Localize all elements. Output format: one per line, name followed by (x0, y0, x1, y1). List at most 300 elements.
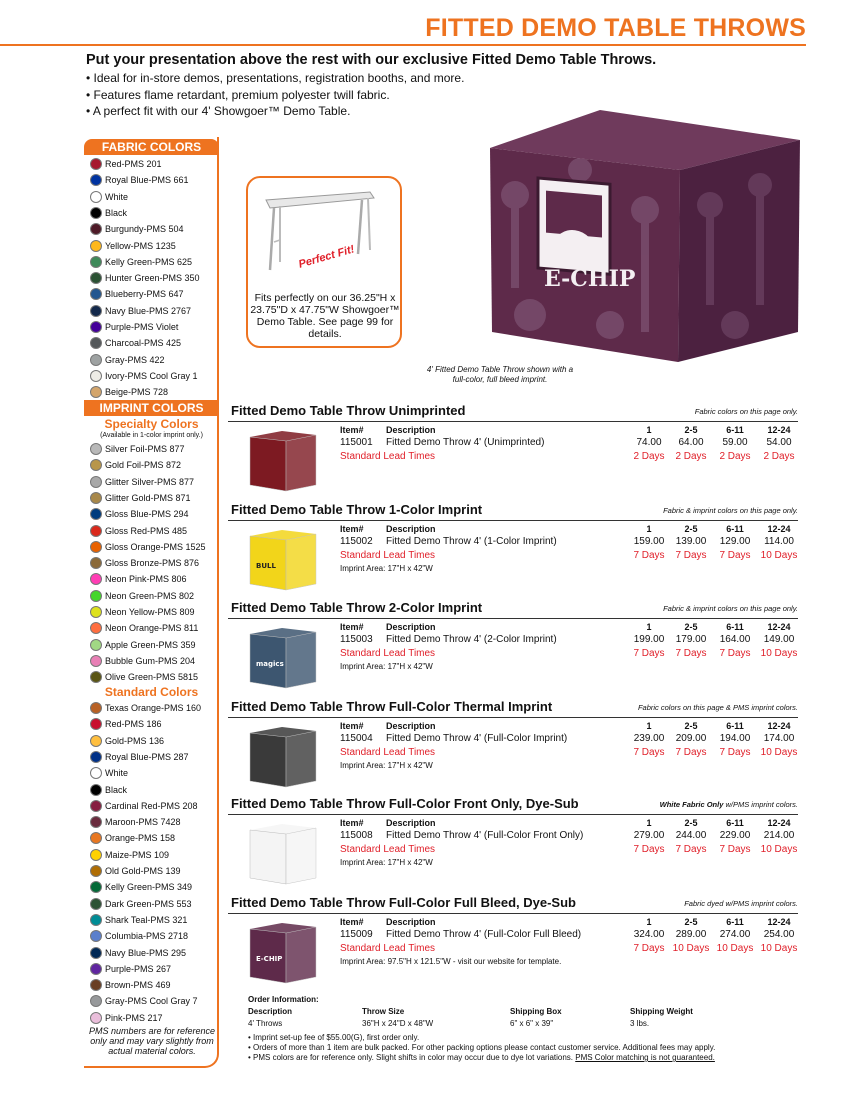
color-name: Gold-PMS 136 (105, 735, 165, 746)
color-swatch-row (90, 653, 195, 669)
color-name: Purple-PMS 267 (105, 963, 172, 974)
color-name: Neon Green-PMS 802 (105, 590, 195, 601)
color-name: Gloss Blue-PMS 294 (105, 509, 189, 520)
color-name: Royal Blue-PMS 661 (105, 175, 189, 186)
section-note: Fabric dyed w/PMS imprint colors. (684, 899, 798, 908)
color-dot-icon (90, 784, 102, 796)
col-header-qty: 6-11 (726, 425, 744, 435)
color-swatch-row (90, 205, 127, 221)
item-description: Fitted Demo Throw 4' (Unimprinted) (386, 437, 545, 448)
page-title: FITTED DEMO TABLE THROWS (425, 14, 806, 42)
color-swatch-row (90, 637, 196, 653)
lead-time-cell: 2 Days (633, 451, 665, 462)
color-name: Columbia-PMS 2718 (105, 931, 189, 942)
color-swatch-row (90, 620, 198, 636)
product-thumbnail-image (246, 822, 318, 886)
section-note: Fabric colors on this page only. (694, 407, 798, 416)
section-rule (228, 814, 798, 815)
color-dot-icon (90, 655, 102, 667)
color-dot-icon (90, 573, 102, 585)
lead-time-cell: 7 Days (633, 844, 665, 855)
price-cell: 54.00 (766, 437, 792, 448)
lead-time-label: Standard Lead Times (340, 747, 436, 758)
color-swatch-row (90, 172, 189, 188)
color-name: Gold Foil-PMS 872 (105, 460, 182, 471)
col-header-description: Description (386, 917, 436, 927)
color-dot-icon (90, 321, 102, 333)
col-header-qty: 2-5 (684, 622, 698, 632)
lead-time-cell: 2 Days (719, 451, 751, 462)
lead-time-cell: 7 Days (633, 943, 665, 954)
price-cell: 179.00 (675, 634, 707, 645)
col-header-qty: 1 (646, 917, 652, 927)
color-swatch-row (90, 555, 199, 571)
col-header-description: Description (386, 425, 436, 435)
color-swatch-row (90, 539, 206, 555)
price-cell: 174.00 (763, 733, 795, 744)
section-title: Fitted Demo Table Throw Full-Color Full Bleed, Dye-Sub (231, 895, 576, 910)
hero-logo-text: E-CHIP (544, 266, 636, 292)
color-name: Gloss Bronze-PMS 876 (105, 558, 200, 569)
color-swatch-row (90, 733, 164, 749)
bullet-3: • A perfect fit with our 4' Showgoer™ Demo Table. (86, 103, 464, 120)
lead-time-cell: 7 Days (675, 648, 707, 659)
headline: Put your presentation above the rest with our exclusive Fitted Demo Table Throws. (86, 52, 657, 68)
price-cell: 289.00 (675, 929, 707, 940)
color-swatch-row (90, 474, 194, 490)
color-dot-icon (90, 476, 102, 488)
item-number: 115001 (340, 437, 373, 448)
price-cell: 139.00 (675, 536, 707, 547)
lead-time-label: Standard Lead Times (340, 451, 436, 462)
color-name: Glitter Silver-PMS 877 (105, 476, 195, 487)
color-swatch-row (90, 286, 184, 302)
color-name: Glitter Gold-PMS 871 (105, 492, 191, 503)
order-heading: Order Information: (248, 995, 319, 1004)
color-dot-icon (90, 240, 102, 252)
price-cell: 199.00 (633, 634, 665, 645)
color-dot-icon (90, 881, 102, 893)
color-name: Charcoal-PMS 425 (105, 338, 182, 349)
color-name: Red-PMS 186 (105, 719, 162, 730)
section-title: Fitted Demo Table Throw 2-Color Imprint (231, 600, 483, 615)
color-dot-icon (90, 158, 102, 170)
section-title: Fitted Demo Table Throw 1-Color Imprint (231, 502, 483, 517)
order-header-description: Description (248, 1007, 293, 1016)
col-header-qty: 12-24 (767, 524, 791, 534)
color-dot-icon (90, 541, 102, 553)
color-dot-icon (90, 191, 102, 203)
col-header-item: Item# (340, 524, 364, 534)
specialty-colors-heading: Specialty Colors (104, 417, 199, 431)
col-header-qty: 2-5 (684, 524, 698, 534)
color-dot-icon (90, 370, 102, 382)
lead-time-label: Standard Lead Times (340, 844, 436, 855)
color-swatch-row (90, 863, 181, 879)
col-header-description: Description (386, 524, 436, 534)
item-number: 115009 (340, 929, 373, 940)
color-name: Gloss Orange-PMS 1525 (105, 541, 206, 552)
col-header-qty: 12-24 (767, 818, 791, 828)
color-dot-icon (90, 849, 102, 861)
order-notes (248, 1033, 715, 1063)
col-header-qty: 6-11 (726, 818, 744, 828)
color-dot-icon (90, 735, 102, 747)
color-name: Ivory-PMS Cool Gray 1 (105, 370, 198, 381)
imprint-area: Imprint Area: 17"H x 42"W (340, 761, 433, 770)
color-swatch-row (90, 506, 189, 522)
price-cell: 229.00 (719, 830, 751, 841)
col-header-item: Item# (340, 917, 364, 927)
price-cell: 324.00 (633, 929, 665, 940)
order-header-shipping-weight: Shipping Weight (630, 1007, 693, 1016)
lead-time-cell: 10 Days (760, 747, 798, 758)
col-header-item: Item# (340, 622, 364, 632)
color-name: Cardinal Red-PMS 208 (105, 800, 198, 811)
section-rule (228, 717, 798, 718)
color-name: Bubble Gum-PMS 204 (105, 655, 196, 666)
color-dot-icon (90, 963, 102, 975)
color-swatch-row (90, 700, 201, 716)
col-header-qty: 6-11 (726, 917, 744, 927)
col-header-qty: 1 (646, 818, 652, 828)
lead-time-cell: 10 Days (672, 943, 710, 954)
color-dot-icon (90, 590, 102, 602)
color-dot-icon (90, 751, 102, 763)
color-dot-icon (90, 272, 102, 284)
color-dot-icon (90, 995, 102, 1007)
hero-throw-image (470, 100, 805, 370)
lead-time-cell: 2 Days (763, 451, 795, 462)
lead-time-cell: 2 Days (675, 451, 707, 462)
order-note-3: • PMS colors are for reference only. Slight shifts in color may occur due to dye lot variations. PMS Color matching is not guaranteed. (248, 1053, 715, 1062)
color-name: Gray-PMS Cool Gray 7 (105, 996, 198, 1007)
color-dot-icon (90, 525, 102, 537)
color-swatch-row (90, 749, 189, 765)
color-swatch-row (90, 254, 192, 270)
color-dot-icon (90, 223, 102, 235)
lead-time-cell: 7 Days (675, 550, 707, 561)
color-dot-icon (90, 979, 102, 991)
col-header-qty: 2-5 (684, 425, 698, 435)
col-header-item: Item# (340, 818, 364, 828)
item-number: 115003 (340, 634, 373, 645)
color-name: Beige-PMS 728 (105, 387, 169, 398)
imprint-area: Imprint Area: 17"H x 42"W (340, 662, 433, 671)
product-thumbnail-image (246, 528, 318, 592)
item-number: 115004 (340, 733, 373, 744)
section-note: Fabric & imprint colors on this page only. (663, 506, 798, 515)
price-cell: 244.00 (675, 830, 707, 841)
color-swatch-row (90, 571, 187, 587)
color-name: Yellow-PMS 1235 (105, 240, 176, 251)
color-dot-icon (90, 256, 102, 268)
product-thumbnail-image (246, 725, 318, 789)
color-swatch-row (90, 814, 181, 830)
color-swatch-row (90, 716, 162, 732)
color-dot-icon (90, 702, 102, 714)
color-swatch-row (90, 765, 128, 781)
color-name: Shark Teal-PMS 321 (105, 914, 188, 925)
color-dot-icon (90, 930, 102, 942)
color-name: Silver Foil-PMS 877 (105, 444, 185, 454)
color-name: Royal Blue-PMS 287 (105, 751, 189, 762)
color-dot-icon (90, 174, 102, 186)
order-value-throw-size: 36"H x 24"D x 48"W (362, 1019, 434, 1028)
color-name: Gloss Red-PMS 485 (105, 525, 188, 536)
color-swatch-row (90, 221, 184, 237)
color-swatch-row (90, 441, 185, 457)
col-header-item: Item# (340, 425, 364, 435)
price-cell: 74.00 (636, 437, 662, 448)
price-cell: 239.00 (633, 733, 665, 744)
thumbnail-label: magics (256, 660, 284, 668)
color-dot-icon (90, 443, 102, 455)
color-dot-icon (90, 639, 102, 651)
col-header-description: Description (386, 721, 436, 731)
price-cell: 159.00 (633, 536, 665, 547)
color-dot-icon (90, 337, 102, 349)
color-name: Black (105, 784, 128, 795)
col-header-qty: 1 (646, 721, 652, 731)
color-name: Neon Yellow-PMS 809 (105, 607, 195, 617)
section-title: Fitted Demo Table Throw Unimprinted (231, 403, 466, 418)
color-name: Kelly Green-PMS 349 (105, 882, 193, 893)
color-dot-icon (90, 305, 102, 317)
color-name: Neon Orange-PMS 811 (105, 623, 199, 634)
section-rule (228, 913, 798, 914)
item-description: Fitted Demo Throw 4' (2-Color Imprint) (386, 634, 557, 645)
color-name: Old Gold-PMS 139 (105, 866, 181, 876)
order-header-shipping-box: Shipping Box (510, 1007, 562, 1016)
price-cell: 164.00 (719, 634, 751, 645)
color-swatch-row (90, 490, 191, 506)
lead-time-cell: 7 Days (719, 747, 751, 758)
color-swatch-row (90, 238, 176, 254)
color-swatch-row (90, 523, 187, 539)
color-name: Gray-PMS 422 (105, 354, 165, 365)
lead-time-cell: 10 Days (716, 943, 754, 954)
lead-time-label: Standard Lead Times (340, 943, 436, 954)
col-header-description: Description (386, 818, 436, 828)
lead-time-cell: 10 Days (760, 943, 798, 954)
lead-time-label: Standard Lead Times (340, 550, 436, 561)
col-header-qty: 1 (646, 425, 652, 435)
color-swatch-row (90, 303, 191, 319)
color-swatch-row (90, 928, 188, 944)
lead-time-cell: 7 Days (633, 747, 665, 758)
color-swatch-row (90, 270, 200, 286)
color-swatch-row (90, 830, 175, 846)
hero-caption: 4' Fitted Demo Table Throw shown with a full-color, full bleed imprint. (426, 365, 574, 384)
col-header-qty: 2-5 (684, 818, 698, 828)
order-value-shipping-box: 6" x 6" x 39" (510, 1019, 554, 1028)
col-header-qty: 12-24 (767, 425, 791, 435)
fabric-colors-heading: FABRIC COLORS (84, 139, 219, 155)
color-name: Orange-PMS 158 (105, 833, 176, 844)
lead-time-cell: 10 Days (760, 648, 798, 659)
item-description: Fitted Demo Throw 4' (Full-Color Front Only) (386, 830, 584, 841)
item-description: Fitted Demo Throw 4' (1-Color Imprint) (386, 536, 557, 547)
color-name: Dark Green-PMS 553 (105, 898, 192, 909)
color-swatch-row (90, 156, 162, 172)
color-name: Brown-PMS 469 (105, 980, 171, 991)
color-dot-icon (90, 914, 102, 926)
price-cell: 214.00 (763, 830, 795, 841)
lead-time-cell: 7 Days (633, 550, 665, 561)
color-dot-icon (90, 800, 102, 812)
standard-colors-heading: Standard Colors (104, 685, 199, 699)
product-thumbnail-image (246, 921, 318, 985)
color-name: Hunter Green-PMS 350 (105, 273, 200, 284)
lead-time-cell: 7 Days (633, 648, 665, 659)
price-cell: 254.00 (763, 929, 795, 940)
color-swatch-row (90, 977, 171, 993)
section-note: White Fabric Only w/PMS imprint colors. (659, 800, 798, 809)
title-rule (0, 44, 806, 46)
section-rule (228, 618, 798, 619)
color-dot-icon (90, 767, 102, 779)
col-header-qty: 1 (646, 524, 652, 534)
bullet-1: • Ideal for in-store demos, presentations, registration booths, and more. (86, 70, 464, 87)
color-dot-icon (90, 718, 102, 730)
price-cell: 209.00 (675, 733, 707, 744)
order-value-description: 4' Throws (248, 1019, 283, 1028)
color-dot-icon (90, 947, 102, 959)
lead-time-cell: 7 Days (675, 844, 707, 855)
section-title: Fitted Demo Table Throw Full-Color Thermal Imprint (231, 699, 553, 714)
price-cell: 149.00 (763, 634, 795, 645)
col-header-qty: 2-5 (684, 917, 698, 927)
lead-time-cell: 10 Days (760, 844, 798, 855)
price-cell: 279.00 (633, 830, 665, 841)
col-header-qty: 2-5 (684, 721, 698, 731)
order-note-2: • Orders of more than 1 item are bulk packed. For other packing options please contact customer service. Additional fees may apply. (248, 1043, 716, 1052)
color-dot-icon (90, 459, 102, 471)
imprint-area: Imprint Area: 97.5"H x 121.5"W - visit our website for template. (340, 957, 562, 966)
color-swatch-row (90, 384, 168, 400)
color-dot-icon (90, 606, 102, 618)
color-swatch-row (90, 319, 178, 335)
color-swatch-row (90, 912, 187, 928)
color-name: White (105, 191, 129, 202)
col-header-qty: 1 (646, 622, 652, 632)
imprint-colors-heading: IMPRINT COLORS (84, 400, 219, 416)
section-rule (228, 520, 798, 521)
color-dot-icon (90, 832, 102, 844)
color-swatch-row (90, 1010, 163, 1026)
color-swatch-row (90, 961, 171, 977)
color-swatch-row (90, 368, 198, 384)
color-dot-icon (90, 865, 102, 877)
price-cell: 129.00 (719, 536, 751, 547)
order-information (248, 995, 319, 1005)
color-dot-icon (90, 1012, 102, 1024)
color-name: Navy Blue-PMS 295 (105, 947, 187, 958)
color-swatch-row (90, 993, 198, 1009)
color-swatch-row (90, 945, 186, 961)
product-thumbnail-image (246, 429, 318, 493)
price-cell: 59.00 (722, 437, 748, 448)
color-swatch-row (90, 457, 181, 473)
feature-bullets (86, 70, 464, 120)
color-name: Navy Blue-PMS 2767 (105, 305, 192, 316)
col-header-item: Item# (340, 721, 364, 731)
color-swatch-row (90, 782, 127, 798)
col-header-qty: 6-11 (726, 721, 744, 731)
color-name: Red-PMS 201 (105, 159, 162, 169)
color-dot-icon (90, 386, 102, 398)
color-name: Purple-PMS Violet (105, 322, 179, 332)
lead-time-cell: 7 Days (719, 844, 751, 855)
thumbnail-label: BULL (256, 562, 276, 570)
color-name: Maroon-PMS 7428 (105, 817, 181, 828)
pms-note: PMS numbers are for reference only and may vary slightly from actual material colors. (88, 1026, 216, 1056)
imprint-area: Imprint Area: 17"H x 42"W (340, 858, 433, 867)
color-name: Apple Green-PMS 359 (105, 639, 196, 650)
color-swatch-row (90, 847, 169, 863)
col-header-qty: 12-24 (767, 721, 791, 731)
item-number: 115008 (340, 830, 373, 841)
color-name: Burgundy-PMS 504 (105, 224, 184, 235)
color-dot-icon (90, 492, 102, 504)
item-number: 115002 (340, 536, 373, 547)
lead-time-cell: 7 Days (719, 648, 751, 659)
section-title: Fitted Demo Table Throw Full-Color Front Only, Dye-Sub (231, 796, 579, 811)
product-thumbnail-image (246, 626, 318, 690)
color-swatch-row (90, 352, 165, 368)
price-cell: 64.00 (678, 437, 704, 448)
price-cell: 114.00 (764, 536, 794, 547)
order-note-1: • Imprint set-up fee of $55.00(G), first order only. (248, 1033, 420, 1042)
color-dot-icon (90, 354, 102, 366)
section-rule (228, 421, 798, 422)
lead-time-label: Standard Lead Times (340, 648, 436, 659)
lead-time-cell: 10 Days (760, 550, 798, 561)
color-swatch-row (90, 798, 198, 814)
col-header-qty: 12-24 (767, 622, 791, 632)
color-swatch-row (90, 879, 192, 895)
order-header-throw-size: Throw Size (362, 1007, 405, 1016)
thumbnail-label: E-CHIP (256, 955, 283, 963)
color-name: Pink-PMS 217 (105, 1012, 163, 1023)
item-description: Fitted Demo Throw 4' (Full-Color Full Bleed) (386, 929, 582, 940)
col-header-qty: 6-11 (726, 524, 744, 534)
table-caption: Fits perfectly on our 36.25"H x 23.75"D x 47.75"W Showgoer™ Demo Table. See page 99 for details. (250, 292, 400, 340)
color-dot-icon (90, 288, 102, 300)
section-note: Fabric colors on this page & PMS imprint colors. (637, 703, 798, 712)
lead-time-cell: 7 Days (719, 550, 751, 561)
color-swatch-row (90, 335, 181, 351)
section-note: Fabric & imprint colors on this page only. (663, 604, 798, 613)
order-value-shipping-weight: 3 lbs. (630, 1019, 650, 1028)
item-description: Fitted Demo Throw 4' (Full-Color Imprint) (386, 733, 568, 744)
price-cell: 194.00 (719, 733, 751, 744)
specialty-note: (Available in 1-color imprint only.) (100, 432, 203, 439)
col-header-qty: 12-24 (767, 917, 791, 927)
color-swatch-row (90, 189, 128, 205)
color-dot-icon (90, 557, 102, 569)
color-swatch-row (90, 588, 194, 604)
color-name: Neon Pink-PMS 806 (105, 574, 187, 585)
lead-time-cell: 7 Days (675, 747, 707, 758)
imprint-area: Imprint Area: 17"H x 42"W (340, 564, 433, 573)
color-dot-icon (90, 207, 102, 219)
color-name: Texas Orange-PMS 160 (105, 703, 202, 713)
color-name: Maize-PMS 109 (105, 849, 170, 860)
color-name: Kelly Green-PMS 625 (105, 256, 193, 267)
color-dot-icon (90, 898, 102, 910)
